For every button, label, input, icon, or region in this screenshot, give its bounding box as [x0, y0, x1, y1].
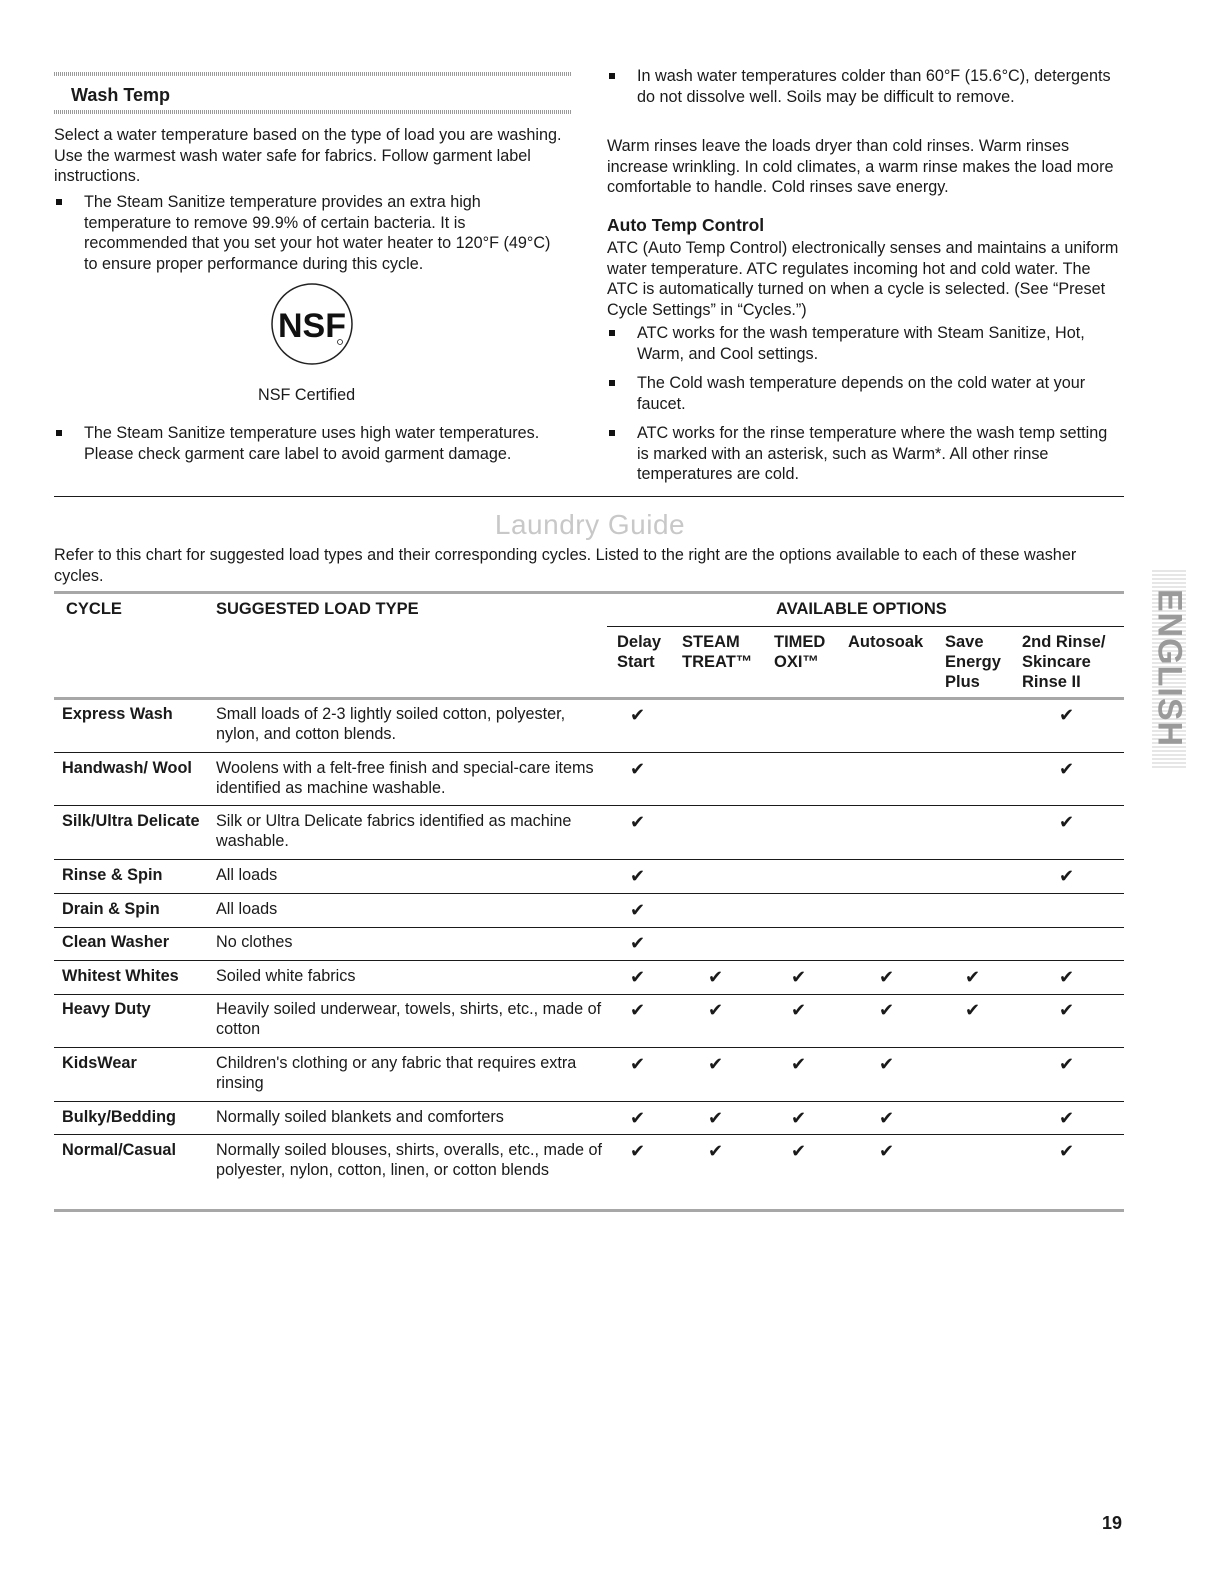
- laundry-guide-intro: Refer to this chart for suggested load types and their corresponding cycles. Listed to the right are the options available to each of these washer cycles.: [54, 546, 1077, 585]
- table-row-divider: [54, 927, 1124, 928]
- check-icon: ✔: [1059, 866, 1075, 886]
- check-icon: ✔: [879, 1108, 895, 1128]
- table-cell-cycle: Drain & Spin: [62, 900, 160, 918]
- table-header-rule: [54, 697, 1124, 700]
- table-row-divider: [54, 859, 1124, 860]
- check-icon: ✔: [791, 1054, 807, 1074]
- check-icon: ✔: [965, 967, 981, 987]
- table-bottom-rule: [54, 1209, 1124, 1212]
- check-icon: ✔: [630, 1141, 646, 1161]
- check-icon: ✔: [791, 1000, 807, 1020]
- laundry-guide-title: Laundry Guide: [494, 509, 686, 540]
- table-cell-cycle: KidsWear: [62, 1054, 137, 1072]
- language-tab-label: ENGLISH: [1150, 588, 1189, 748]
- check-icon: ✔: [1059, 812, 1075, 832]
- table-row-divider: [54, 960, 1124, 961]
- bullet-icon: [609, 430, 615, 436]
- table-cell-load: Soiled white fabrics: [216, 967, 356, 985]
- check-icon: ✔: [630, 1054, 646, 1074]
- table-cell-cycle: Handwash/ Wool: [62, 759, 192, 777]
- check-icon: ✔: [1059, 967, 1075, 987]
- check-icon: ✔: [630, 933, 646, 953]
- option-header-2nd-rinse: 2nd Rinse/ Skincare Rinse II: [1022, 633, 1106, 691]
- table-cell-load: No clothes: [216, 933, 293, 951]
- option-header-steam-treat: STEAM TREAT™: [682, 633, 753, 671]
- wash-temp-intro: Select a water temperature based on the type of load you are washing. Use the warmest wash water safe for fabrics. Follow garment label instructions.: [54, 126, 562, 185]
- table-row-divider: [54, 994, 1124, 995]
- nsf-logo: [270, 282, 354, 366]
- option-header-save-energy-plus: Save Energy Plus: [945, 633, 1001, 691]
- bullet-icon: [609, 330, 615, 336]
- list-item: In wash water temperatures colder than 60°F (15.6°C), detergents do not dissolve well. Soils may be difficult to remove.: [609, 66, 1114, 130]
- section-divider: [54, 496, 1124, 497]
- heading-rule-left: [54, 110, 572, 114]
- check-icon: ✔: [630, 866, 646, 886]
- check-icon: ✔: [1059, 1108, 1075, 1128]
- table-cell-load: Normally soiled blouses, shirts, overalls, etc., made of polyester, nylon, cotton, linen, or cotton blends: [216, 1141, 602, 1179]
- check-icon: ✔: [630, 900, 646, 920]
- atc-paragraph: ATC (Auto Temp Control) electronically senses and maintains a uniform water temperature. ATC regulates incoming hot and cold water. The ATC is automatically turned on when a cycle is selected. (See “Preset Cycle Settings” in “Cycles.”): [607, 239, 1119, 319]
- table-cell-cycle: Bulky/Bedding: [62, 1108, 176, 1126]
- list-item: The Cold wash temperature depends on the cold water at your faucet.: [609, 373, 1114, 415]
- page-number: 19: [1102, 1513, 1123, 1533]
- table-row-divider: [54, 752, 1124, 753]
- list-item: The Steam Sanitize temperature provides an extra high temperature to remove 99.9% of certain bacteria. It is recommended that you set your hot water heater to 120°F (49°C) to ensure proper performance during this cycle.: [56, 192, 566, 276]
- list-item: ATC works for the rinse temperature where the wash temp setting is marked with an asterisk, such as Warm*. All other rinse temperatures are cold.: [609, 423, 1114, 487]
- auto-temp-heading: Auto Temp Control: [607, 215, 765, 235]
- check-icon: ✔: [791, 1141, 807, 1161]
- check-icon: ✔: [1059, 1054, 1075, 1074]
- table-row-divider: [54, 1134, 1124, 1135]
- table-cell-cycle: Normal/Casual: [62, 1141, 177, 1159]
- check-icon: ✔: [1059, 1141, 1075, 1161]
- check-icon: ✔: [630, 1000, 646, 1020]
- col-header-cycle: CYCLE: [66, 600, 122, 618]
- table-cell-load: Woolens with a felt-free finish and special-care items identified as machine washable.: [216, 759, 594, 797]
- table-cell-load: Small loads of 2-3 lightly soiled cotton, polyester, nylon, and cotton blends.: [216, 705, 566, 743]
- nsf-caption: NSF Certified: [258, 386, 356, 404]
- table-top-rule: [54, 591, 1124, 594]
- check-icon: ✔: [879, 967, 895, 987]
- table-cell-cycle: Heavy Duty: [62, 1000, 151, 1018]
- table-cell-cycle: Clean Washer: [62, 933, 170, 951]
- table-cell-cycle: Express Wash: [62, 705, 173, 723]
- list-item: The Steam Sanitize temperature uses high water temperatures. Please check garment care label to avoid garment damage.: [56, 423, 566, 487]
- nsf-logo-text: NSF: [278, 307, 346, 345]
- table-row-divider: [54, 1047, 1124, 1048]
- table-cell-cycle: Rinse & Spin: [62, 866, 163, 884]
- options-header-rule: [607, 626, 1124, 627]
- check-icon: ✔: [708, 967, 724, 987]
- check-icon: ✔: [708, 1108, 724, 1128]
- check-icon: ✔: [791, 967, 807, 987]
- table-cell-load: Silk or Ultra Delicate fabrics identified as machine washable.: [216, 812, 572, 850]
- check-icon: ✔: [708, 1141, 724, 1161]
- check-icon: ✔: [708, 1000, 724, 1020]
- check-icon: ✔: [965, 1000, 981, 1020]
- table-cell-cycle: Silk/Ultra Delicate: [62, 812, 200, 830]
- check-icon: ✔: [1059, 1000, 1075, 1020]
- top-rule-left: [54, 72, 572, 76]
- bullet-icon: [56, 199, 62, 205]
- check-icon: ✔: [708, 1054, 724, 1074]
- table-cell-load: All loads: [216, 900, 278, 918]
- check-icon: ✔: [879, 1000, 895, 1020]
- check-icon: ✔: [1059, 759, 1075, 779]
- check-icon: ✔: [630, 759, 646, 779]
- check-icon: ✔: [879, 1141, 895, 1161]
- table-cell-load: Children's clothing or any fabric that requires extra rinsing: [216, 1054, 577, 1092]
- bullet-icon: [609, 73, 615, 79]
- check-icon: ✔: [630, 705, 646, 725]
- col-header-load: SUGGESTED LOAD TYPE: [216, 600, 419, 618]
- check-icon: ✔: [630, 1108, 646, 1128]
- check-icon: ✔: [630, 812, 646, 832]
- check-icon: ✔: [1059, 705, 1075, 725]
- bullet-icon: [56, 430, 62, 436]
- check-icon: ✔: [879, 1054, 895, 1074]
- table-cell-load: Normally soiled blankets and comforters: [216, 1108, 504, 1126]
- option-header-delay-start: Delay Start: [617, 633, 662, 671]
- table-row-divider: [54, 805, 1124, 806]
- col-header-options: AVAILABLE OPTIONS: [776, 600, 947, 618]
- option-header-autosoak: Autosoak: [848, 633, 924, 651]
- table-row-divider: [54, 893, 1124, 894]
- warm-rinse-paragraph: Warm rinses leave the loads dryer than cold rinses. Warm rinses increase wrinkling. In cold climates, a warm rinse makes the load more comfortable to handle. Cold rinses save energy.: [607, 137, 1114, 196]
- check-icon: ✔: [630, 967, 646, 987]
- language-side-tab: [1150, 568, 1189, 768]
- wash-temp-heading: Wash Temp: [71, 85, 171, 105]
- option-header-timed-oxi: TIMED OXI™: [774, 633, 826, 671]
- table-row-divider: [54, 1101, 1124, 1102]
- table-cell-load: All loads: [216, 866, 278, 884]
- bullet-icon: [609, 380, 615, 386]
- check-icon: ✔: [791, 1108, 807, 1128]
- table-cell-load: Heavily soiled underwear, towels, shirts, etc., made of cotton: [216, 1000, 602, 1038]
- list-item: ATC works for the wash temperature with Steam Sanitize, Hot, Warm, and Cool settings.: [609, 323, 1114, 365]
- table-cell-cycle: Whitest Whites: [62, 967, 179, 985]
